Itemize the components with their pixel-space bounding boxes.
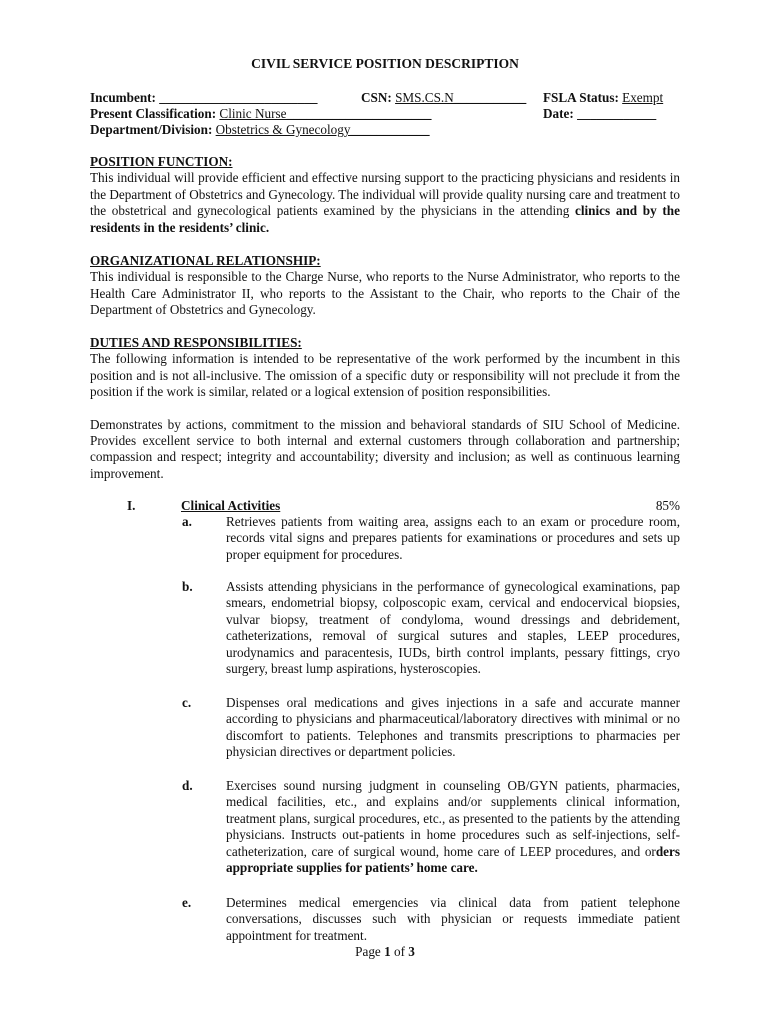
incumbent-field [90, 90, 318, 106]
item-letter-d: d. [182, 778, 193, 793]
department-field [90, 122, 430, 138]
org-relationship-section [90, 253, 680, 319]
item-letter-b: b. [182, 579, 193, 594]
position-function-text: This individual will provide efficient and effective nursing support to the practicing physicians and residents in the Department of Obstetrics and Gynecology. The individual will provide quality nursing care and treatment to the obstetrical and gynecological patients examined by the physicians in the attending clinics and by the residents in the residents’ clinic. [90, 170, 680, 235]
incumbent-value: ________________________ [159, 90, 318, 105]
incumbent-label: Incumbent: [90, 90, 156, 105]
date-value: ____________ [577, 106, 657, 121]
department-value: Obstetrics & Gynecology____________ [215, 122, 430, 137]
item-text-a: Retrieves patients from waiting area, assigns each to an exam or procedure room, records vital signs and prepares patients for examinations or procedures and sets up proper equipment for procedures. [226, 514, 680, 562]
csn-label: CSN: [361, 90, 392, 105]
section-numeral: I. [127, 498, 136, 513]
item-text-b: Assists attending physicians in the performance of gynecological examinations, pap smears, endometrial biopsy, colposcopic exam, cervical and endocervical biopsies, vulvar biopsy, treatment of condyloma, wound dressings and debridement, catheterizations, removal of surgical sutures and staples, LEEP procedures, urodynamics and paracentesis, IUDs, birth control implants, pessary fittings, cryo surgery, breast lump aspirations, hysteroscopies. [226, 579, 680, 677]
fsla-value: Exempt [622, 90, 664, 105]
csn-value: SMS.CS.N___________ [395, 90, 527, 105]
item-letter-a: a. [182, 514, 192, 529]
item-letter-c: c. [182, 695, 192, 710]
item-text-c: Dispenses oral medications and gives injections in a safe and accurate manner according to physicians and pharmaceutical/laboratory directives with minimal or no discomfort to patients. Telephones and transmits prescriptions to pharmacies per physician directives or department policies. [226, 695, 680, 760]
page-number: Page 1 of 3 [355, 944, 415, 959]
fsla-label: FSLA Status: [543, 90, 619, 105]
position-function-section [90, 154, 680, 236]
org-relationship-text: This individual is responsible to the Charge Nurse, who reports to the Nurse Administrator, who reports to the Health Care Administrator II, who reports to the Assistant to the Chair, who reports to the Chair of the Department of Obstetrics and Gynecology. [90, 269, 680, 318]
classification-value: Clinic Nurse______________________ [219, 106, 432, 121]
department-label: Department/Division: [90, 122, 213, 137]
item-text-e: Determines medical emergencies via clinical data from patient telephone conversations, discusses such with physician or requests immediate patient appointment for treatment. [226, 895, 680, 943]
date-label: Date: [543, 106, 574, 121]
org-relationship-heading: ORGANIZATIONAL RELATIONSHIP: [90, 253, 321, 268]
item-text-d: Exercises sound nursing judgment in counseling OB/GYN patients, pharmacies, medical facilities, etc., and explains and/or supplements clinical information, treatment plans, surgical procedures, etc., as presented to the patients by the attending physicians. Instructs out-patients in home procedures such as self-injections, self-catheterization, care of surgical wound, home care of LEEP procedures, and orders appropriate supplies for patients’ home care. [226, 778, 680, 876]
duties-section [90, 335, 680, 482]
document-title: CIVIL SERVICE POSITION DESCRIPTION [251, 56, 519, 71]
fsla-field [543, 90, 663, 106]
duties-intro-text: The following information is intended to be representative of the work performed by the incumbent in this position and is not all-inclusive. The omission of a specific duty or responsibility will not preclude it from the position if the work is similar, related or a logical extension of position responsibilities. [90, 351, 680, 400]
classification-field [90, 106, 432, 122]
activity-title: Clinical Activities [181, 498, 281, 513]
mission-text: Demonstrates by actions, commitment to the mission and behavioral standards of SIU School of Medicine. Provides excellent service to both internal and external customers through collaboration and partnership; compassion and respect; integrity and accountability; diversity and inclusion; as well as continuous learning improvement. [90, 416, 680, 481]
date-field [543, 106, 656, 122]
csn-field [361, 90, 526, 106]
item-letter-e: e. [182, 895, 192, 910]
activity-percent: 85% [655, 498, 680, 513]
position-function-heading: POSITION FUNCTION: [90, 154, 233, 169]
classification-label: Present Classification: [90, 106, 217, 121]
duties-heading: DUTIES AND RESPONSIBILITIES: [90, 335, 302, 350]
